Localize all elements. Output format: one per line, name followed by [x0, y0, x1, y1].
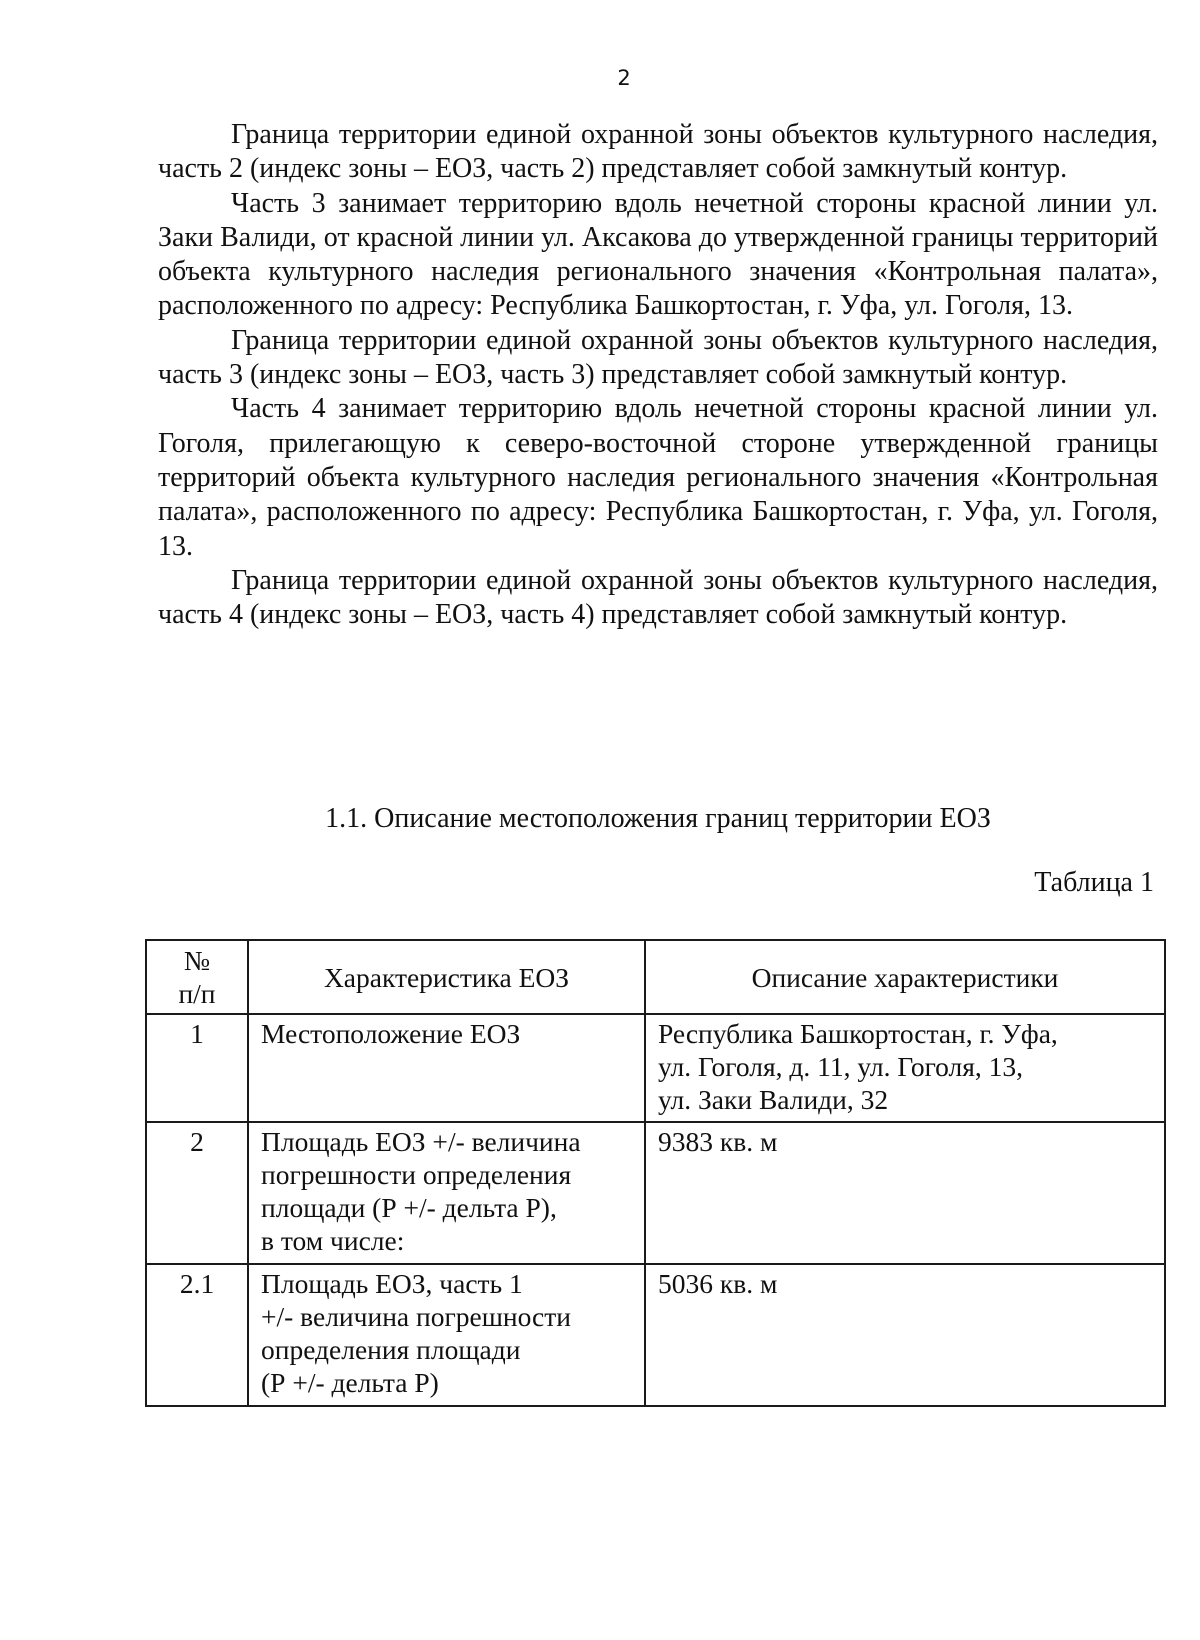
row-characteristic: Местоположение ЕОЗ	[248, 1014, 645, 1122]
table-row	[146, 1264, 1165, 1406]
paragraph: Часть 3 занимает территорию вдоль нечетной стороны красной линии ул. Заки Валиди, от красной линии ул. Аксакова до утвержденной границы территорий объекта культурного наследия регионального значения «Контрольная палата», расположенного по адресу: Республика Башкортостан, г. Уфа, ул. Гоголя, 13.	[158, 187, 1158, 322]
row-number: 2.1	[146, 1264, 248, 1406]
table-row	[146, 1014, 1165, 1122]
header-number: № п/п	[146, 940, 248, 1014]
row-description: 5036 кв. м	[645, 1264, 1165, 1406]
table-header-row	[146, 940, 1165, 1014]
row-characteristic: Площадь ЕОЗ +/- величина погрешности определения площади (Р +/- дельта Р), в том числе:	[248, 1122, 645, 1264]
header-description: Описание характеристики	[645, 940, 1165, 1014]
paragraph: Граница территории единой охранной зоны объектов культурного наследия, часть 2 (индекс зоны – ЕОЗ, часть 2) представляет собой замкнутый контур.	[158, 119, 1158, 185]
row-number: 2	[146, 1122, 248, 1264]
table-caption: Таблица 1	[1034, 867, 1154, 898]
body-text	[158, 118, 1158, 632]
row-description: 9383 кв. м	[645, 1122, 1165, 1264]
eoz-table	[145, 939, 1166, 1407]
section-heading: 1.1. Описание местоположения границ территории ЕОЗ	[325, 803, 991, 834]
paragraph: Граница территории единой охранной зоны объектов культурного наследия, часть 3 (индекс зоны – ЕОЗ, часть 3) представляет собой замкнутый контур.	[158, 324, 1158, 391]
row-number: 1	[146, 1014, 248, 1122]
page-number: 2	[617, 66, 631, 90]
row-description: Республика Башкортостан, г. Уфа, ул. Гоголя, д. 11, ул. Гоголя, 13, ул. Заки Валиди, 32	[645, 1014, 1165, 1122]
table-row	[146, 1122, 1165, 1264]
row-characteristic: Площадь ЕОЗ, часть 1 +/- величина погрешности определения площади (Р +/- дельта Р)	[248, 1264, 645, 1406]
header-characteristic: Характеристика ЕОЗ	[248, 940, 645, 1014]
paragraph: Граница территории единой охранной зоны объектов культурного наследия, часть 4 (индекс зоны – ЕОЗ, часть 4) представляет собой замкнутый контур.	[158, 564, 1158, 631]
paragraph: Часть 4 занимает территорию вдоль нечетной стороны красной линии ул. Гоголя, прилегающую к северо-восточной стороне утвержденной границы территорий объекта культурного наследия регионального значения «Контрольная палата», расположенного по адресу: Республика Башкортостан, г. Уфа, ул. Гоголя, 13.	[158, 393, 1158, 562]
